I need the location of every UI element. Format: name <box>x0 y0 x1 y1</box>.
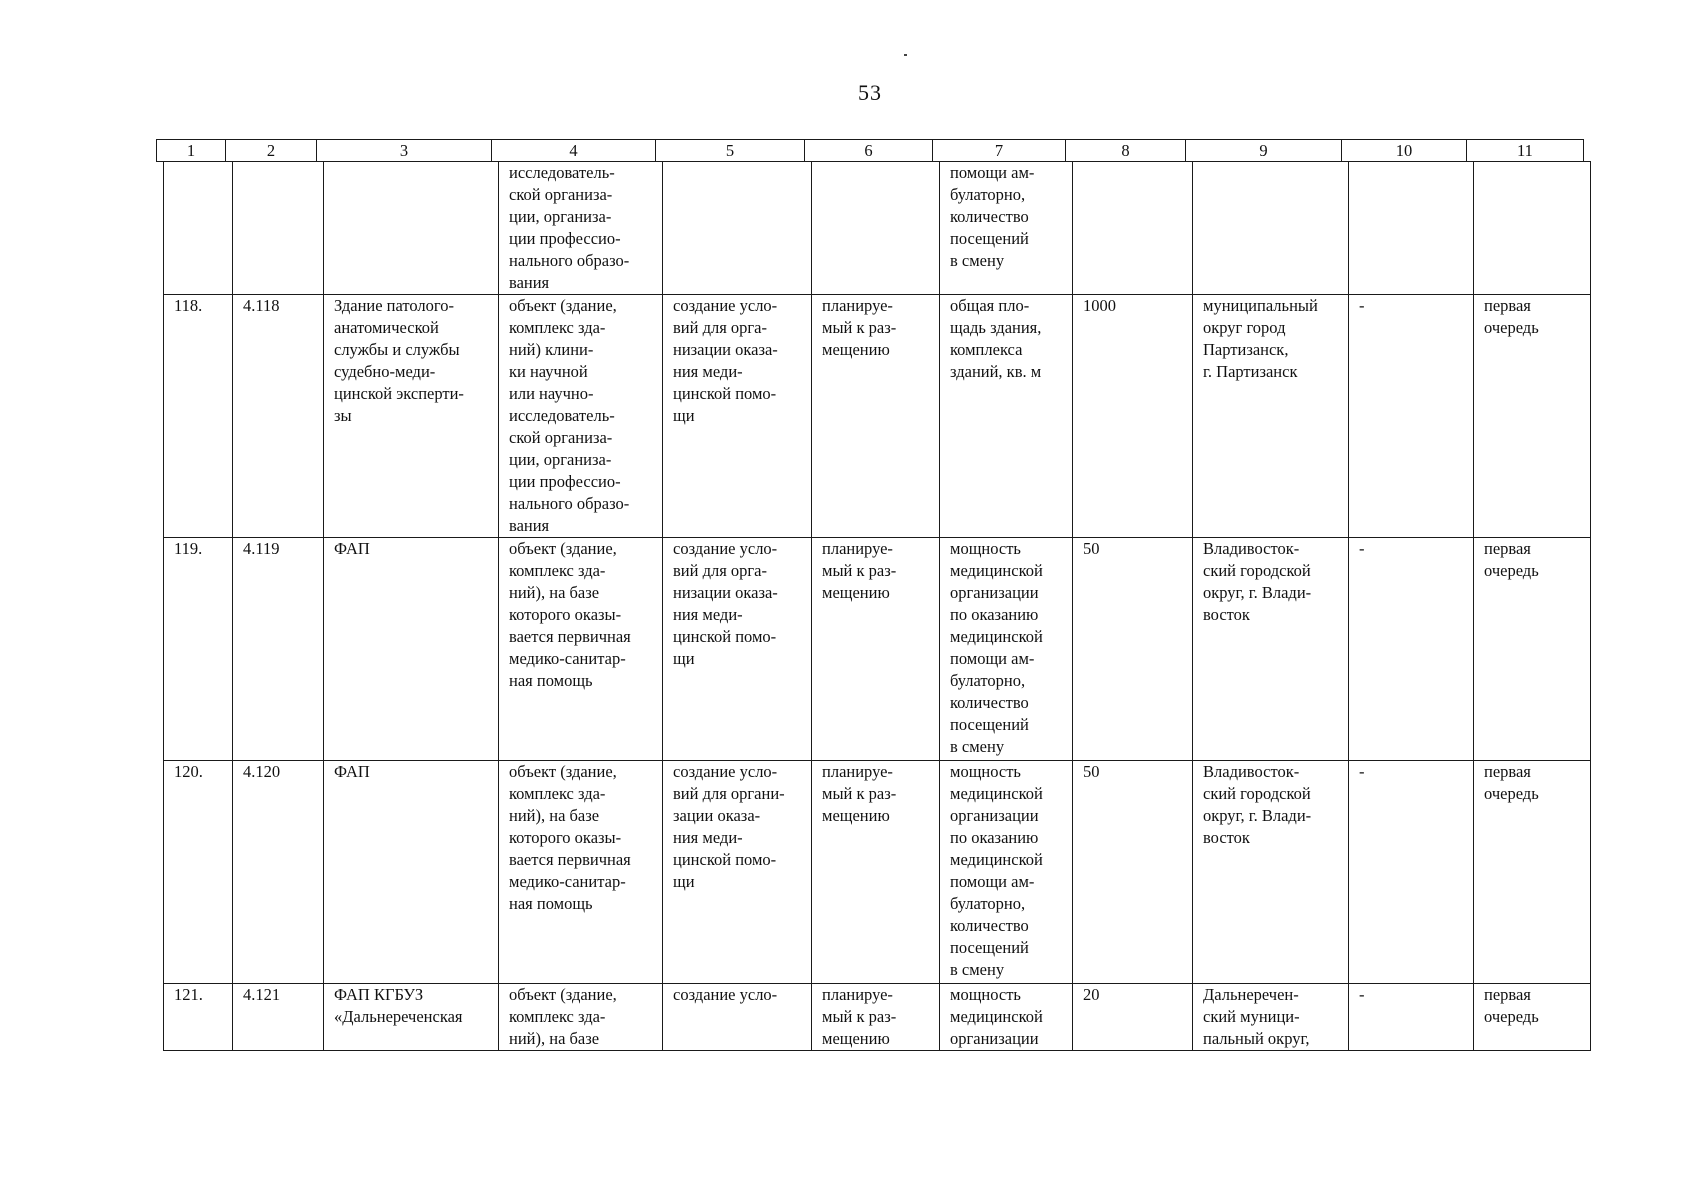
cell-name: ФАП <box>324 761 499 984</box>
cell-purpose: создание усло- <box>663 984 812 1051</box>
table-row-continued <box>164 162 1591 295</box>
cell-stage: первая очередь <box>1474 538 1591 761</box>
cell-name: ФАП КГБУЗ «Дальнереченская <box>324 984 499 1051</box>
cell-status: планируе- мый к раз- мещению <box>812 295 940 538</box>
cell-stage: первая очередь <box>1474 984 1591 1051</box>
cell-status: планируе- мый к раз- мещению <box>812 538 940 761</box>
cell-object-type: объект (здание, комплекс зда- ний), на базе которого оказы- вается первичная медико-санитар- ная помощь <box>499 761 663 984</box>
cell-stage: первая очередь <box>1474 295 1591 538</box>
cell-number: 118. <box>164 295 233 538</box>
header-cell: 7 <box>933 140 1066 162</box>
cell-zone: - <box>1349 984 1474 1051</box>
header-row <box>157 140 1584 162</box>
header-cell: 6 <box>805 140 933 162</box>
cell-number <box>164 162 233 295</box>
cell-characteristic: помощи ам- булаторно, количество посещений в смену <box>940 162 1073 295</box>
header-cell: 2 <box>226 140 317 162</box>
header-cell: 1 <box>157 140 226 162</box>
cell-purpose: создание усло- вий для органи- зации оказа- ния меди- цинской помо- щи <box>663 761 812 984</box>
header-cell: 11 <box>1467 140 1584 162</box>
cell-stage <box>1474 162 1591 295</box>
cell-object-type: объект (здание, комплекс зда- ний), на базе которого оказы- вается первичная медико-санитар- ная помощь <box>499 538 663 761</box>
cell-number: 121. <box>164 984 233 1051</box>
cell-zone <box>1349 162 1474 295</box>
cell-value: 1000 <box>1073 295 1193 538</box>
cell-value: 50 <box>1073 538 1193 761</box>
cell-code: 4.120 <box>233 761 324 984</box>
cell-name <box>324 162 499 295</box>
cell-zone: - <box>1349 761 1474 984</box>
table-row <box>164 984 1591 1051</box>
cell-number: 120. <box>164 761 233 984</box>
header-cell: 8 <box>1066 140 1186 162</box>
table-row <box>164 295 1591 538</box>
cell-location <box>1193 162 1349 295</box>
cell-zone: - <box>1349 538 1474 761</box>
cell-location: муниципальный округ город Партизанск, г. Партизанск <box>1193 295 1349 538</box>
cell-location: Владивосток- ский городской округ, г. Влади- восток <box>1193 761 1349 984</box>
page-number: 53 <box>858 80 882 105</box>
cell-characteristic: мощность медицинской организации <box>940 984 1073 1051</box>
cell-number: 119. <box>164 538 233 761</box>
cell-purpose <box>663 162 812 295</box>
cell-purpose: создание усло- вий для орга- низации оказа- ния меди- цинской помо- щи <box>663 295 812 538</box>
cell-characteristic: мощность медицинской организации по оказанию медицинской помощи ам- булаторно, количество посещений в смену <box>940 538 1073 761</box>
cell-zone: - <box>1349 295 1474 538</box>
cell-name: Здание патолого- анатомической службы и службы судебно-меди- цинской эксперти- зы <box>324 295 499 538</box>
cell-object-type: объект (здание, комплекс зда- ний) клини- ки научной или научно- исследователь- ской организа- ции, организа- ции профессио- нального образо- вания <box>499 295 663 538</box>
table-column-numbers <box>156 139 1584 162</box>
cell-stage: первая очередь <box>1474 761 1591 984</box>
cell-name: ФАП <box>324 538 499 761</box>
cell-object-type: объект (здание, комплекс зда- ний), на базе <box>499 984 663 1051</box>
cell-value: 20 <box>1073 984 1193 1051</box>
scan-speck <box>904 54 907 56</box>
header-cell: 4 <box>492 140 656 162</box>
cell-status <box>812 162 940 295</box>
cell-code <box>233 162 324 295</box>
table-row <box>164 538 1591 761</box>
cell-status: планируе- мый к раз- мещению <box>812 761 940 984</box>
cell-code: 4.119 <box>233 538 324 761</box>
objects-table <box>163 161 1591 1051</box>
cell-code: 4.118 <box>233 295 324 538</box>
cell-code: 4.121 <box>233 984 324 1051</box>
header-cell: 9 <box>1186 140 1342 162</box>
cell-characteristic: общая пло- щадь здания, комплекса зданий, кв. м <box>940 295 1073 538</box>
cell-status: планируе- мый к раз- мещению <box>812 984 940 1051</box>
header-cell: 5 <box>656 140 805 162</box>
header-cell: 3 <box>317 140 492 162</box>
cell-purpose: создание усло- вий для орга- низации оказа- ния меди- цинской помо- щи <box>663 538 812 761</box>
table-row <box>164 761 1591 984</box>
header-cell: 10 <box>1342 140 1467 162</box>
cell-value <box>1073 162 1193 295</box>
cell-location: Владивосток- ский городской округ, г. Влади- восток <box>1193 538 1349 761</box>
cell-location: Дальнеречен- ский муници- пальный округ, <box>1193 984 1349 1051</box>
cell-object-type: исследователь- ской организа- ции, организа- ции профессио- нального образо- вания <box>499 162 663 295</box>
cell-characteristic: мощность медицинской организации по оказанию медицинской помощи ам- булаторно, количество посещений в смену <box>940 761 1073 984</box>
cell-value: 50 <box>1073 761 1193 984</box>
